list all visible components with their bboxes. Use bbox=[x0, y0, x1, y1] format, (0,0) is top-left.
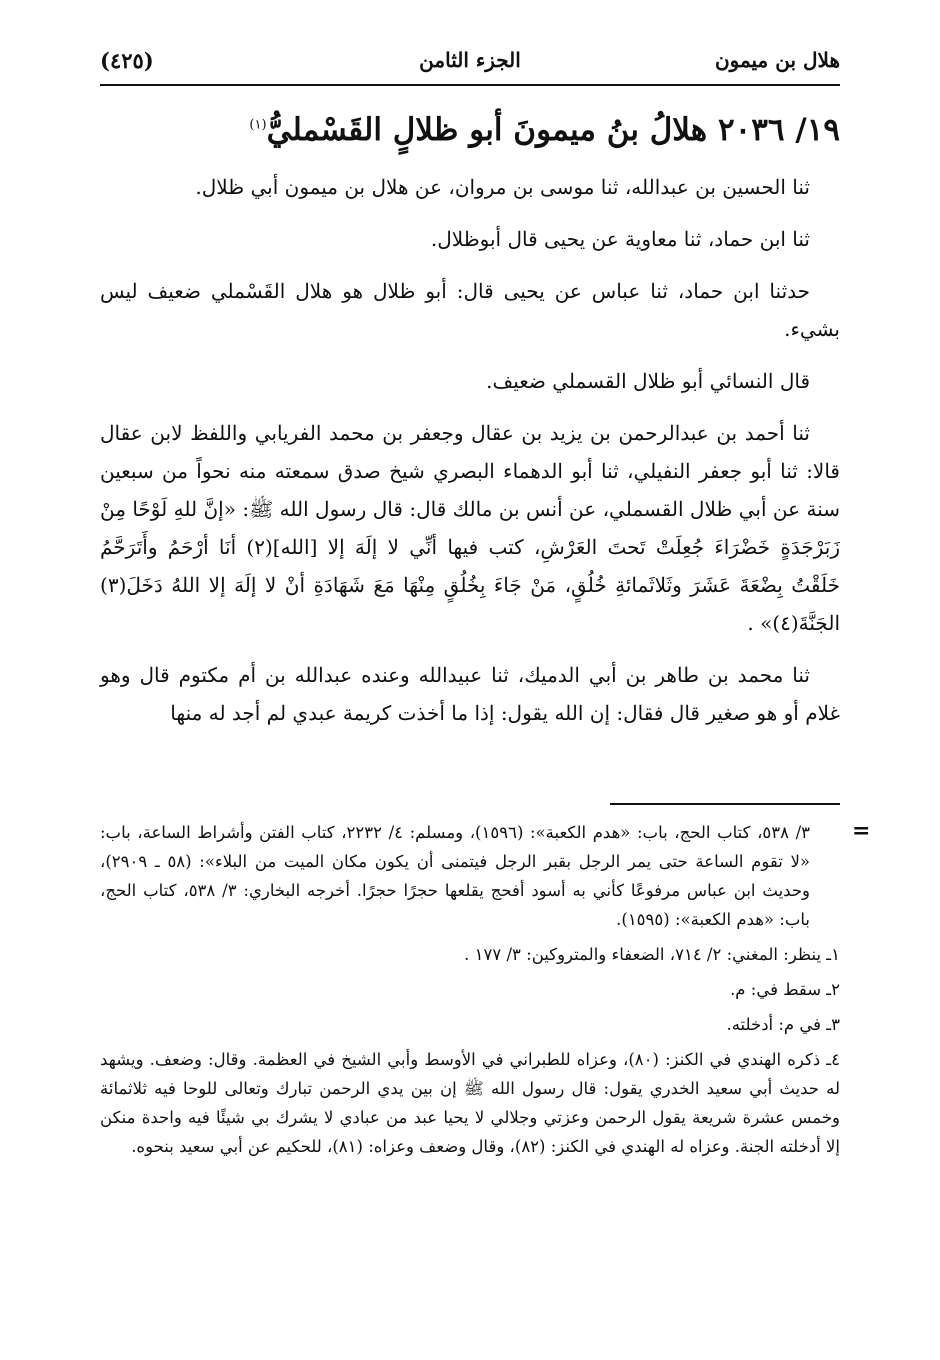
footnote-item: ٤ـ ذكره الهندي في الكنز: (٨٠)، وعزاه للطبراني في الأوسط وأبي الشيخ في العظمة. وقال: وضعف. ويشهد له حديث أبي سعيد الخدري يقول: قال رسول الله ﷺ إن بين يدي الرحمن تبارك وتعالى للوحا فيه ثلاثمائة وخمس عشرة شريعة يقول الرحمن وعزتي وجلالي لا يحيا عبد من عبادي لا يشرك بي شيئًا فيه واحدة منكن إلا أدخلته الجنة. وعزاه له الهندي في الكنز: (٨٢)، وقال وضعف وعزاه: (٨١)، للحكيم عن أبي سعيد بنحوه. bbox=[100, 1050, 840, 1156]
page-header bbox=[100, 44, 840, 84]
footnote-continued: ٣/ ٥٣٨، كتاب الحج، باب: «هدم الكعبة»: (١٥٩٦)، ومسلم: ٤/ ٢٢٣٢، كتاب الفتن وأشراط الساعة، باب: «لا تقوم الساعة حتى يمر الرجل بقبر الرجل فيتمنى أن يكون مكان الميت من البلاء»: (٥٨ ـ ٢٩٠٩)، وحديث ابن عباس مرفوعًا كأني به أسود أفحج يقلعها حجرًا حجرًا. أخرجه البخاري: ٣/ ٥٣٨، كتاب الحج، باب: «هدم الكعبة»: (١٥٩٥). bbox=[100, 823, 811, 929]
paragraph: ثنا أحمد بن عبدالرحمن بن يزيد بن عقال وجعفر بن محمد الفريابي واللفظ لابن عقال قالا: ثنا أبو جعفر النفيلي، ثنا أبو الدهماء البصري شيخ صدق سمعته منه نحواً من سبعين سنة عن أبي ظلال القسملي، عن أنس بن مالك قال: قال رسول الله ﷺ: «إنَّ للهِ لَوْحًا مِنْ زَبَرْجَدَةٍ خَضْرَاءَ جُعِلَتْ تَحتَ العَرْشِ، كتب فيها أنِّي لا إلَهَ إلا [الله](٢) أنَا أرْحَمُ وأَتَرَحَّمُ خَلَقْتُ بِضْعَةَ عَشَرَ وثَلاثَمائةِ خُلُقٍ، مَنْ جَاءَ بِخُلُقٍ مِنْهَا مَعَ شَهَادَةِ أنْ لا إلَهَ إلا اللهُ دَخَلَ(٣) الجَنَّةَ(٤)» . bbox=[100, 421, 840, 635]
page-number: (٤٢٥) bbox=[100, 48, 154, 73]
entry-title-text: ١٩/ ٢٠٣٦ هلالُ بنُ ميمونَ أبو ظلالٍ القَسْمليُّ bbox=[266, 112, 840, 148]
entry-title bbox=[100, 112, 840, 148]
paragraph: ثنا ابن حماد، ثنا معاوية عن يحيى قال أبوظلال. bbox=[430, 227, 810, 251]
paragraph: ثنا محمد بن طاهر بن أبي الدميك، ثنا عبيدالله وعنده عبدالله بن أم مكتوم قال وهو غلام أو هو صغير قال فقال: إن الله يقول: إذا ما أخذت كريمة عبدي لم أجد له منها bbox=[100, 663, 840, 725]
footnote-item: ٣ـ في م: أدخلته. bbox=[726, 1015, 840, 1034]
header-rule bbox=[100, 84, 840, 86]
running-title: هلال بن ميمون bbox=[714, 48, 840, 72]
entry-title-note-ref: (١) bbox=[249, 117, 267, 133]
main-text bbox=[100, 168, 840, 746]
footnote-separator bbox=[610, 803, 840, 805]
paragraph: قال النسائي أبو ظلال القسملي ضعيف. bbox=[486, 369, 810, 393]
paragraph: ثنا الحسين بن عبدالله، ثنا موسى بن مروان، عن هلال بن ميمون أبي ظلال. bbox=[195, 175, 810, 199]
paragraph: حدثنا ابن حماد، ثنا عباس عن يحيى قال: أبو ظلال هو هلال القَسْملي ضعيف ليس بشيء. bbox=[100, 279, 840, 341]
volume-label: الجزء الثامن bbox=[419, 48, 521, 72]
footnote-continuation-marker: = bbox=[852, 818, 871, 844]
footnote-item: ١ـ ينظر: المغني: ٢/ ٧١٤، الضعفاء والمتروكين: ٣/ ١٧٧ . bbox=[464, 945, 840, 964]
footnote-item: ٢ـ سقط في: م. bbox=[730, 980, 840, 999]
footnotes bbox=[100, 818, 840, 1167]
